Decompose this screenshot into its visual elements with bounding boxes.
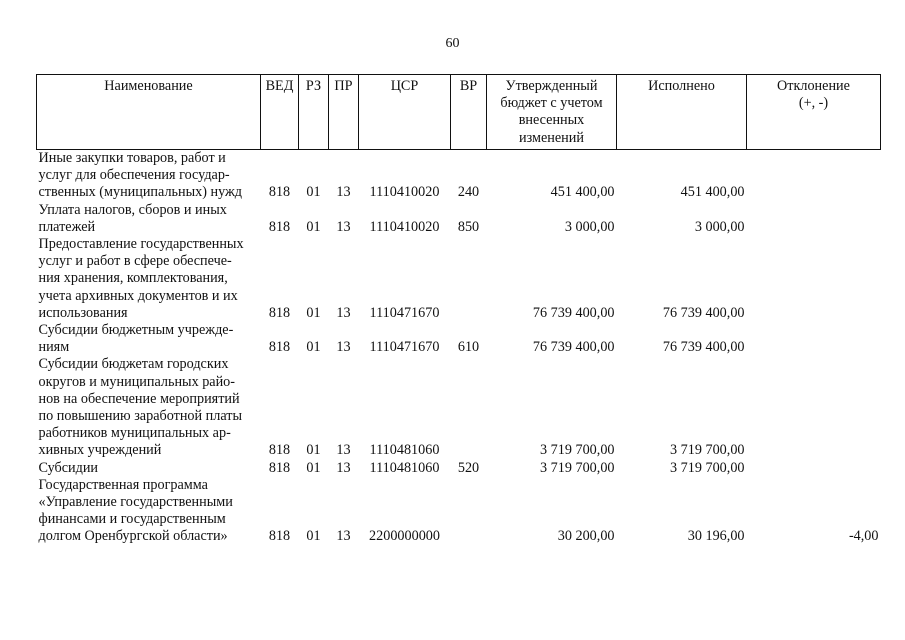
header-vr: ВР: [451, 75, 487, 150]
cell-ved: 818: [268, 304, 291, 321]
name-line: ния хранения, комплектования,: [38, 270, 228, 287]
cell-name: [37, 356, 261, 459]
cell-executed: 3 719 700,00: [670, 442, 745, 459]
cell-name: [37, 460, 261, 477]
header-ved: ВЕД: [261, 75, 299, 150]
name-line: Уплата налогов, сборов и иных: [38, 201, 227, 218]
name-line: услуг для обеспечения государ-: [38, 167, 230, 184]
table-row: [37, 356, 881, 459]
cell-vr: 610: [457, 339, 480, 356]
cell-ved: 818: [268, 528, 291, 545]
cell-pr: 13: [336, 339, 351, 356]
header-name: Наименование: [37, 75, 261, 150]
name-line: Субсидии бюджетам городских: [38, 356, 229, 373]
name-line: финансами и государственным: [38, 511, 226, 528]
name-line: услуг и работ в сфере обеспече-: [38, 253, 232, 270]
table-row: [37, 477, 881, 546]
cell-ved: 818: [268, 184, 291, 201]
cell-rz: 01: [306, 528, 321, 545]
cell-name: [37, 322, 261, 356]
table-row: [37, 236, 881, 322]
cell-deviation: -4,00: [848, 528, 879, 545]
budget-execution-table: [36, 74, 881, 546]
header-pr: ПР: [329, 75, 359, 150]
cell-ved: 818: [268, 218, 291, 235]
cell-name: [37, 477, 261, 546]
cell-rz: 01: [306, 184, 321, 201]
cell-executed: 76 739 400,00: [662, 339, 745, 356]
cell-rz: 01: [306, 304, 321, 321]
header-approved-budget: Утвержденный бюджет с учетом внесенных изменений: [487, 75, 617, 150]
cell-rz: 01: [306, 459, 321, 476]
cell-vr: [451, 477, 487, 546]
name-line: Предоставление государственных: [38, 236, 244, 253]
cell-deviation: [747, 356, 881, 459]
cell-vr: 240: [457, 184, 480, 201]
cell-name: [37, 150, 261, 202]
name-line: хивных учреждений: [38, 442, 162, 459]
page-number: 60: [445, 36, 460, 51]
cell-approved: 3 000,00: [564, 218, 615, 235]
name-line: по повышению заработной платы: [38, 408, 242, 425]
cell-pr: 13: [336, 304, 351, 321]
name-line: «Управление государственными: [38, 494, 233, 511]
cell-approved: 451 400,00: [550, 184, 615, 201]
cell-ved: 818: [268, 442, 291, 459]
name-line: Субсидии бюджетным учрежде-: [38, 322, 234, 339]
cell-approved: 3 719 700,00: [540, 442, 615, 459]
name-line: Иные закупки товаров, работ и: [38, 150, 226, 166]
cell-rz: 01: [306, 339, 321, 356]
header-rz: РЗ: [299, 75, 329, 150]
name-line: работников муниципальных ар-: [38, 425, 231, 442]
cell-pr: 13: [336, 442, 351, 459]
table-row: [37, 150, 881, 202]
cell-deviation: [747, 150, 881, 202]
cell-vr: [451, 356, 487, 459]
cell-executed: 3 000,00: [694, 218, 745, 235]
name-line: округов и муниципальных райо-: [38, 373, 236, 390]
cell-csr: 1110410020: [369, 218, 440, 235]
name-line: платежей: [38, 218, 96, 235]
cell-name: [37, 236, 261, 322]
name-line: ственных (муниципальных) нужд: [38, 184, 243, 201]
cell-csr: 1110471670: [369, 304, 440, 321]
cell-deviation: [747, 322, 881, 356]
name-line: Субсидии: [38, 459, 99, 476]
cell-ved: 818: [268, 459, 291, 476]
cell-pr: 13: [336, 218, 351, 235]
cell-csr: 1110471670: [369, 339, 440, 356]
name-line: учета архивных документов и их: [38, 287, 238, 304]
cell-vr: 850: [457, 218, 480, 235]
header-deviation: Отклонение (+, -): [747, 75, 881, 150]
table-body: [37, 150, 881, 546]
name-line: использования: [38, 304, 128, 321]
table-row: [37, 322, 881, 356]
cell-csr: 1110481060: [369, 442, 440, 459]
cell-rz: 01: [306, 218, 321, 235]
cell-executed: 76 739 400,00: [662, 304, 745, 321]
cell-approved: 76 739 400,00: [532, 339, 615, 356]
cell-approved: 76 739 400,00: [532, 304, 615, 321]
name-line: ниям: [38, 339, 70, 356]
cell-csr: 1110481060: [369, 459, 440, 476]
cell-rz: 01: [306, 442, 321, 459]
cell-csr: 2200000000: [369, 528, 440, 545]
cell-executed: 451 400,00: [680, 184, 745, 201]
cell-executed: 3 719 700,00: [670, 459, 745, 476]
cell-deviation: [747, 460, 881, 477]
name-line: долгом Оренбургской области»: [38, 528, 228, 545]
name-line: Государственная программа: [38, 476, 208, 493]
cell-pr: 13: [336, 459, 351, 476]
cell-name: [37, 202, 261, 236]
table-row: [37, 202, 881, 236]
table-header-row: [37, 75, 881, 150]
cell-vr: [451, 236, 487, 322]
cell-pr: 13: [336, 528, 351, 545]
header-csr: ЦСР: [359, 75, 451, 150]
name-line: нов на обеспечение мероприятий: [38, 390, 240, 407]
header-executed: Исполнено: [617, 75, 747, 150]
cell-approved: 3 719 700,00: [540, 459, 615, 476]
cell-deviation: [747, 236, 881, 322]
cell-approved: 30 200,00: [557, 528, 615, 545]
cell-deviation: [747, 202, 881, 236]
cell-executed: 30 196,00: [687, 528, 745, 545]
cell-vr: 520: [457, 459, 480, 476]
cell-ved: 818: [268, 339, 291, 356]
table-row: [37, 460, 881, 477]
cell-pr: 13: [336, 184, 351, 201]
cell-csr: 1110410020: [369, 184, 440, 201]
